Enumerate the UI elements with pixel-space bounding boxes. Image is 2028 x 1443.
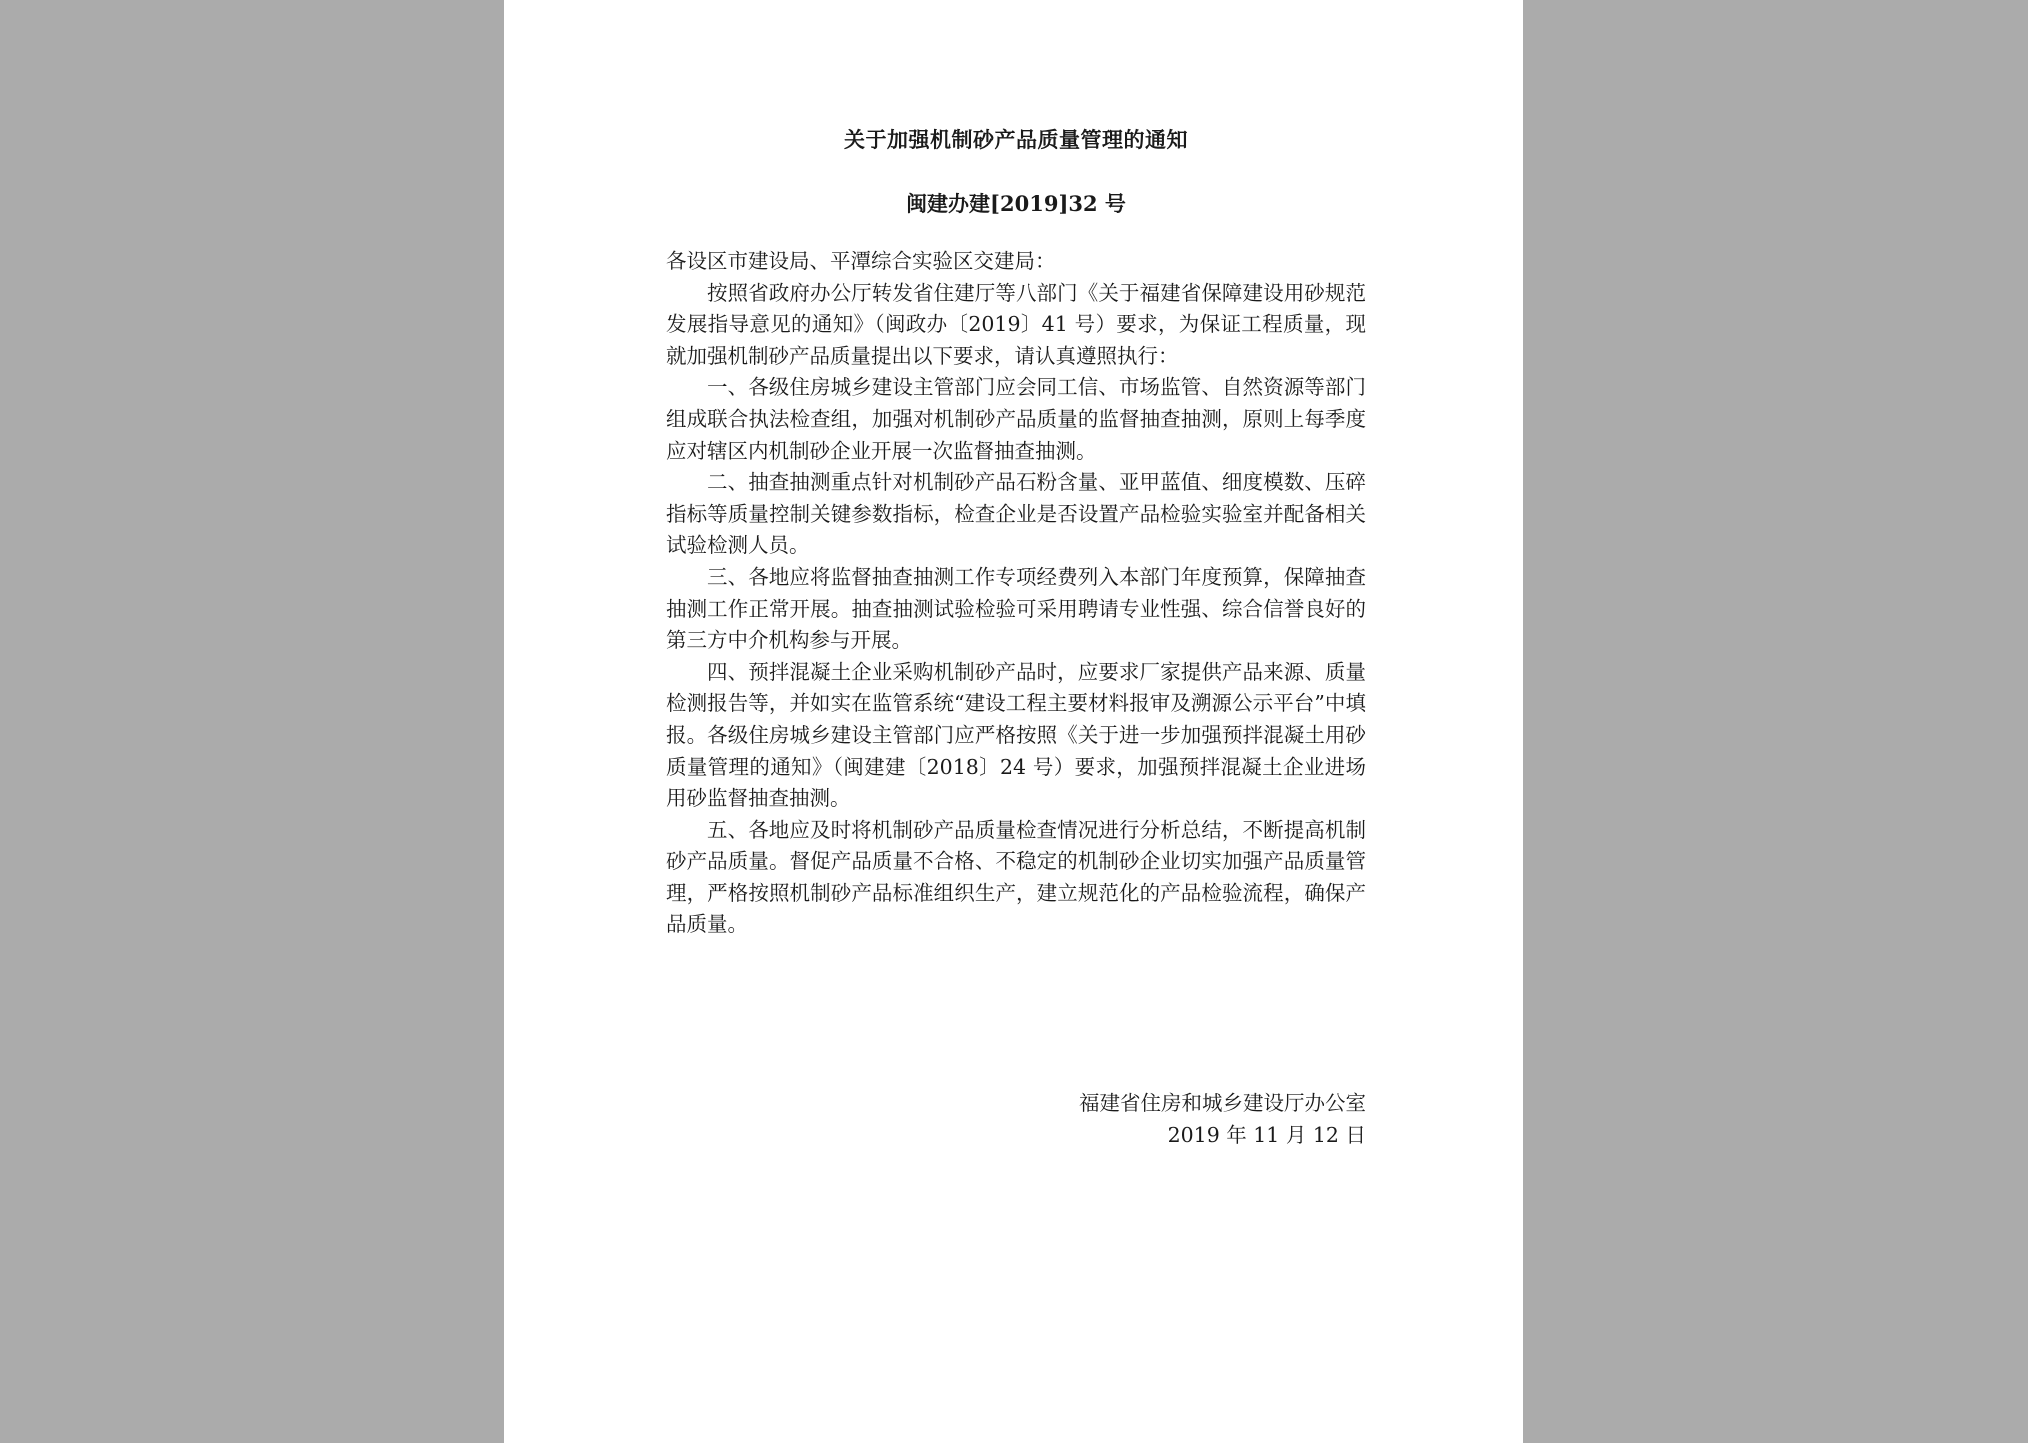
document-page [504,0,1523,1443]
paragraph-intro: 按照省政府办公厅转发省住建厅等八部门《关于福建省保障建设用砂规范发展指导意见的通知》（闽政办〔2019〕41 号）要求，为保证工程质量，现就加强机制砂产品质量提出以下要求，请认真遵照执行： [666,280,1366,368]
paragraph-item-3: 三、各地应将监督抽查抽测工作专项经费列入本部门年度预算，保障抽查抽测工作正常开展。抽查抽测试验检验可采用聘请专业性强、综合信誉良好的第三方中介机构参与开展。 [666,564,1366,653]
salutation: 各设区市建设局、平潭综合实验区交建局： [666,249,1056,273]
document-body [666,246,1366,941]
paragraph-item-1: 一、各级住房城乡建设主管部门应会同工信、市场监管、自然资源等部门组成联合执法检查组，加强对机制砂产品质量的监督抽查抽测，原则上每季度应对辖区内机制砂企业开展一次监督抽查抽测。 [666,375,1366,463]
document-number: 闽建办建[2019]32 号 [906,191,1126,216]
issuer-name: 福建省住房和城乡建设厅办公室 [1079,1091,1366,1115]
document-title: 关于加强机制砂产品质量管理的通知 [844,127,1188,152]
issue-date: 2019 年 11 月 12 日 [1167,1122,1366,1147]
paragraph-item-5: 五、各地应及时将机制砂产品质量检查情况进行分析总结，不断提高机制砂产品质量。督促产品质量不合格、不稳定的机制砂企业切实加强产品质量管理，严格按照机制砂产品标准组织生产，建立规范化的产品检验流程，确保产品质量。 [666,817,1366,937]
paragraph-item-4: 四、预拌混凝土企业采购机制砂产品时，应要求厂家提供产品来源、质量检测报告等，并如实在监管系统“建设工程主要材料报审及溯源公示平台”中填报。各级住房城乡建设主管部门应严格按照《关于进一步加强预拌混凝土用砂质量管理的通知》（闽建建〔2018〕24 号）要求，加强预拌混凝土企业进场用砂监督抽查抽测。 [666,659,1366,811]
signature-block [666,1088,1366,1151]
paragraph-item-2: 二、抽查抽测重点针对机制砂产品石粉含量、亚甲蓝值、细度模数、压碎指标等质量控制关键参数指标，检查企业是否设置产品检验实验室并配备相关试验检测人员。 [666,470,1366,558]
